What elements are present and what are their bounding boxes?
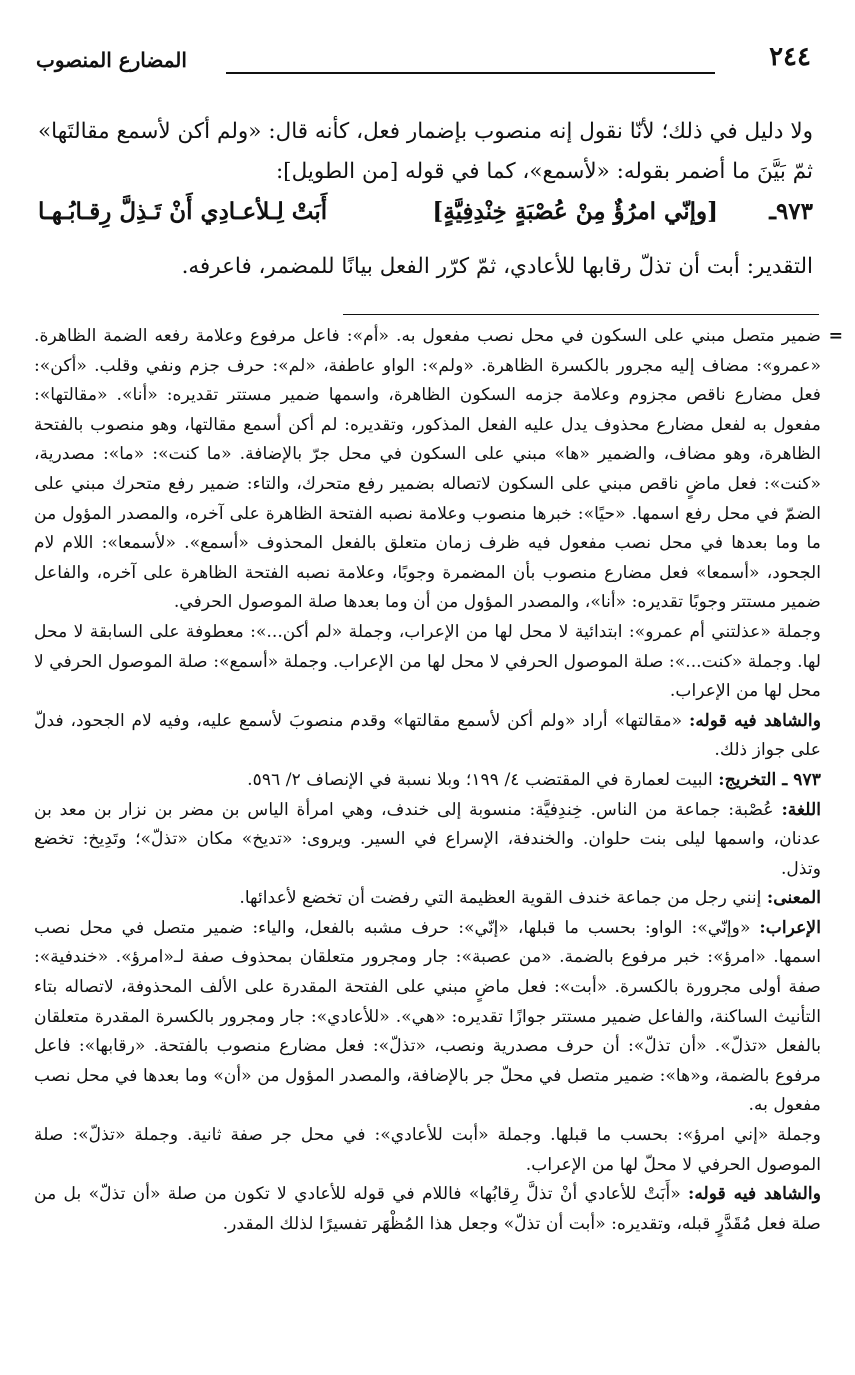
footnote-paragraph: [34, 884, 821, 914]
footnote-paragraph: [34, 914, 821, 1121]
header-rule: [226, 72, 715, 74]
footnote-label: المعنى:: [766, 888, 821, 909]
footnote-label: والشاهد فيه قوله:: [688, 710, 821, 731]
footnote-paragraph: [34, 707, 821, 766]
footnote-text: إنني رجل من جماعة خندف القوية العظيمة التي رفضت أن تخضع لأعدائها.: [239, 888, 762, 909]
footnote-label: اللغة:: [781, 799, 821, 820]
footnote-paragraph: ضمير متصل مبني على السكون في محل نصب مفعول به. «أم»: فاعل مرفوع وعلامة رفعه الضمة الظاهرة. «عمرو»: مضاف إليه مجرور بالكسرة الظاهرة. «ولم»: الواو عاطفة، «لم»: حرف جزم ونفي وقلب. «أكن»: فعل مضارع ناقص مجزوم وعلامة جزمه السكون الظاهرة، واسمها ضمير مستتر تقديره: «أنا». «مقالتها»: مفعول به لفعل مضارع محذوف يدل عليه الفعل المذكور، وتقديره: لم أكن أسمع مقالتها، وهو منصوب بالفتحة الظاهرة، وهو مضاف، والضمير «ها» مبني على السكون في محل جرّ بالإضافة. «ما كنت»: «ما»: مصدرية، «كنت»: فعل ماضٍ ناقص مبني على السكون لاتصاله بضمير رفع متحرك، والتاء: ضمير رفع متحرك مبني على الضمّ في محل رفع اسمها. «حيًا»: خبرها منصوب وعلامة نصبه الفتحة الظاهرة على آخره، والمصدر المؤول من ما وما بعدها في محل نصب مفعول فيه ظرف زمان متعلق بالفعل المحذوف «أسمع». «لأسمعا»: اللام لام الجحود، «أسمعا» فعل مضارع منصوب بأن المضمرة وجوبًا، وعلامة نصبه الفتحة الظاهرة على آخره، والفاعل ضمير مستتر وجوبًا تقديره: «أنا»، والمصدر المؤول من أن وما بعدها صلة الموصول الحرفي.: [34, 326, 821, 613]
main-paragraph: ولا دليل في ذلك؛ لأنّا نقول إنه منصوب بإضمار فعل، كأنه قال: «ولم أكن لأسمع مقالتَها» ثمّ بَيَّنَ ما أضمر بقوله: «لأسمع»، كما في قوله [من الطويل]:: [38, 119, 813, 184]
verse-973: [38, 196, 813, 240]
footnote-text: البيت لعمارة في المقتضب ٤/ ١٩٩؛ وبلا نسبة في الإنصاف ٢/ ٥٩٦.: [247, 769, 713, 790]
continuation-mark: =: [828, 326, 843, 346]
page-number: ٢٤٤: [769, 42, 811, 72]
main-paragraph-2: التقدير: أبت أن تذلّ رقابها للأعادي، ثمّ كرّر الفعل بيانًا للمضمر، فاعرفه.: [181, 254, 813, 279]
footnotes: [34, 322, 843, 1239]
main-text: [38, 112, 813, 192]
footnote-text: «أَبَتْ للأعادي أنْ تذلَّ رِقابُها» فاللام في قوله للأعادي لا تكون من صلة «أن تذلّ» بل من صلة فعل مُقَدَّرٍ قبله، وتقديره: «أبت أن تذلّ» وجعل هذا المُظْهَر تفسيرًا لذلك المقدر.: [34, 1184, 821, 1234]
footnote-label: الإعراب:: [759, 917, 821, 938]
main-text-continued: [90, 250, 813, 284]
footnote-paragraph: وجملة «إني امرؤ»: بحسب ما قبلها. وجملة «أبت للأعادي»: في محل جر صفة ثانية. وجملة «تذلّ»: صلة الموصول الحرفي لا محلّ لها من الإعراب.: [34, 1125, 821, 1175]
footnote-rule: [343, 314, 819, 315]
footnote-text: «وإنّي»: الواو: بحسب ما قبلها، «إنّي»: حرف مشبه بالفعل، والياء: ضمير متصل في محل نصب اسمها. «امرؤ»: خبر مرفوع بالضمة. «من عصبة»: جار ومجرور متعلقان بمحذوف صفة لـ«امرؤ». «خندفية»: صفة أولى مجرورة بالكسرة. «أبت»: فعل ماضٍ مبني على الفتحة المقدرة على الألف المحذوفة، لاتصاله بتاء التأنيث الساكنة، والفاعل ضمير مستتر جوازًا تقديره: «هي». «للأعادي»: جار ومجرور بالكسرة المقدرة متعلقان بالفعل «تذلّ». «أن تذلّ»: أن حرف مصدرية ونصب، «تذلّ»: فعل مضارع منصوب بالفتحة. «رقابها»: فاعل مرفوع بالضمة، و«ها»: ضمير متصل في محلّ جر بالإضافة، والمصدر المؤول من «أن» وما بعدها في محل نصب مفعول به.: [34, 917, 821, 1116]
first-hemistich: [وإنّي امرُؤٌ مِنْ عُصْبَةٍ خِنْدِفِيَّةٍ]: [432, 198, 718, 225]
footnote-paragraph: [34, 1180, 821, 1239]
page-header: [36, 42, 811, 82]
footnote-text: عُصْبة: جماعة من الناس. خِندِفيَّة: منسوبة إلى خندف، وهي امرأة الياس بن مضر بن نزار بن معد بن عدنان، واسمها ليلى بنت حلوان. والخندفة، الإسراع في السير. ويروى: «تديخ» مكان «تذلّ»؛ وتَدِيخ: تخضع وتذل.: [34, 799, 821, 879]
verse-number: ٩٧٣ـ: [769, 198, 813, 225]
running-title: المضارع المنصوب: [36, 48, 187, 72]
footnote-text: «مقالتها» أراد «ولم أكن لأسمع مقالتها» وقدم منصوبَ لأسمع عليه، وفيه لام الجحود، فدلّ على جواز ذلك.: [34, 710, 821, 761]
footnote-paragraph: وجملة «عذلتني أم عمرو»: ابتدائية لا محل لها من الإعراب، وجملة «لم أكن...»: معطوفة على السابقة لا محل لها. وجملة «كنت...»: صلة الموصول الحرفي لا محل لها من الإعراب. وجملة «أسمع»: صلة الموصول الحرفي لا محل لها من الإعراب.: [34, 621, 821, 702]
second-hemistich: أَبَتْ لِـلأعـادِي أَنْ تَـذِلَّ رِقـابُـهـا: [38, 198, 328, 225]
footnote-paragraph: [34, 796, 821, 885]
footnote-paragraph: [34, 766, 821, 796]
footnote-label: ٩٧٣ ـ التخريج:: [718, 769, 821, 790]
footnote-label: والشاهد فيه قوله:: [688, 1184, 821, 1205]
